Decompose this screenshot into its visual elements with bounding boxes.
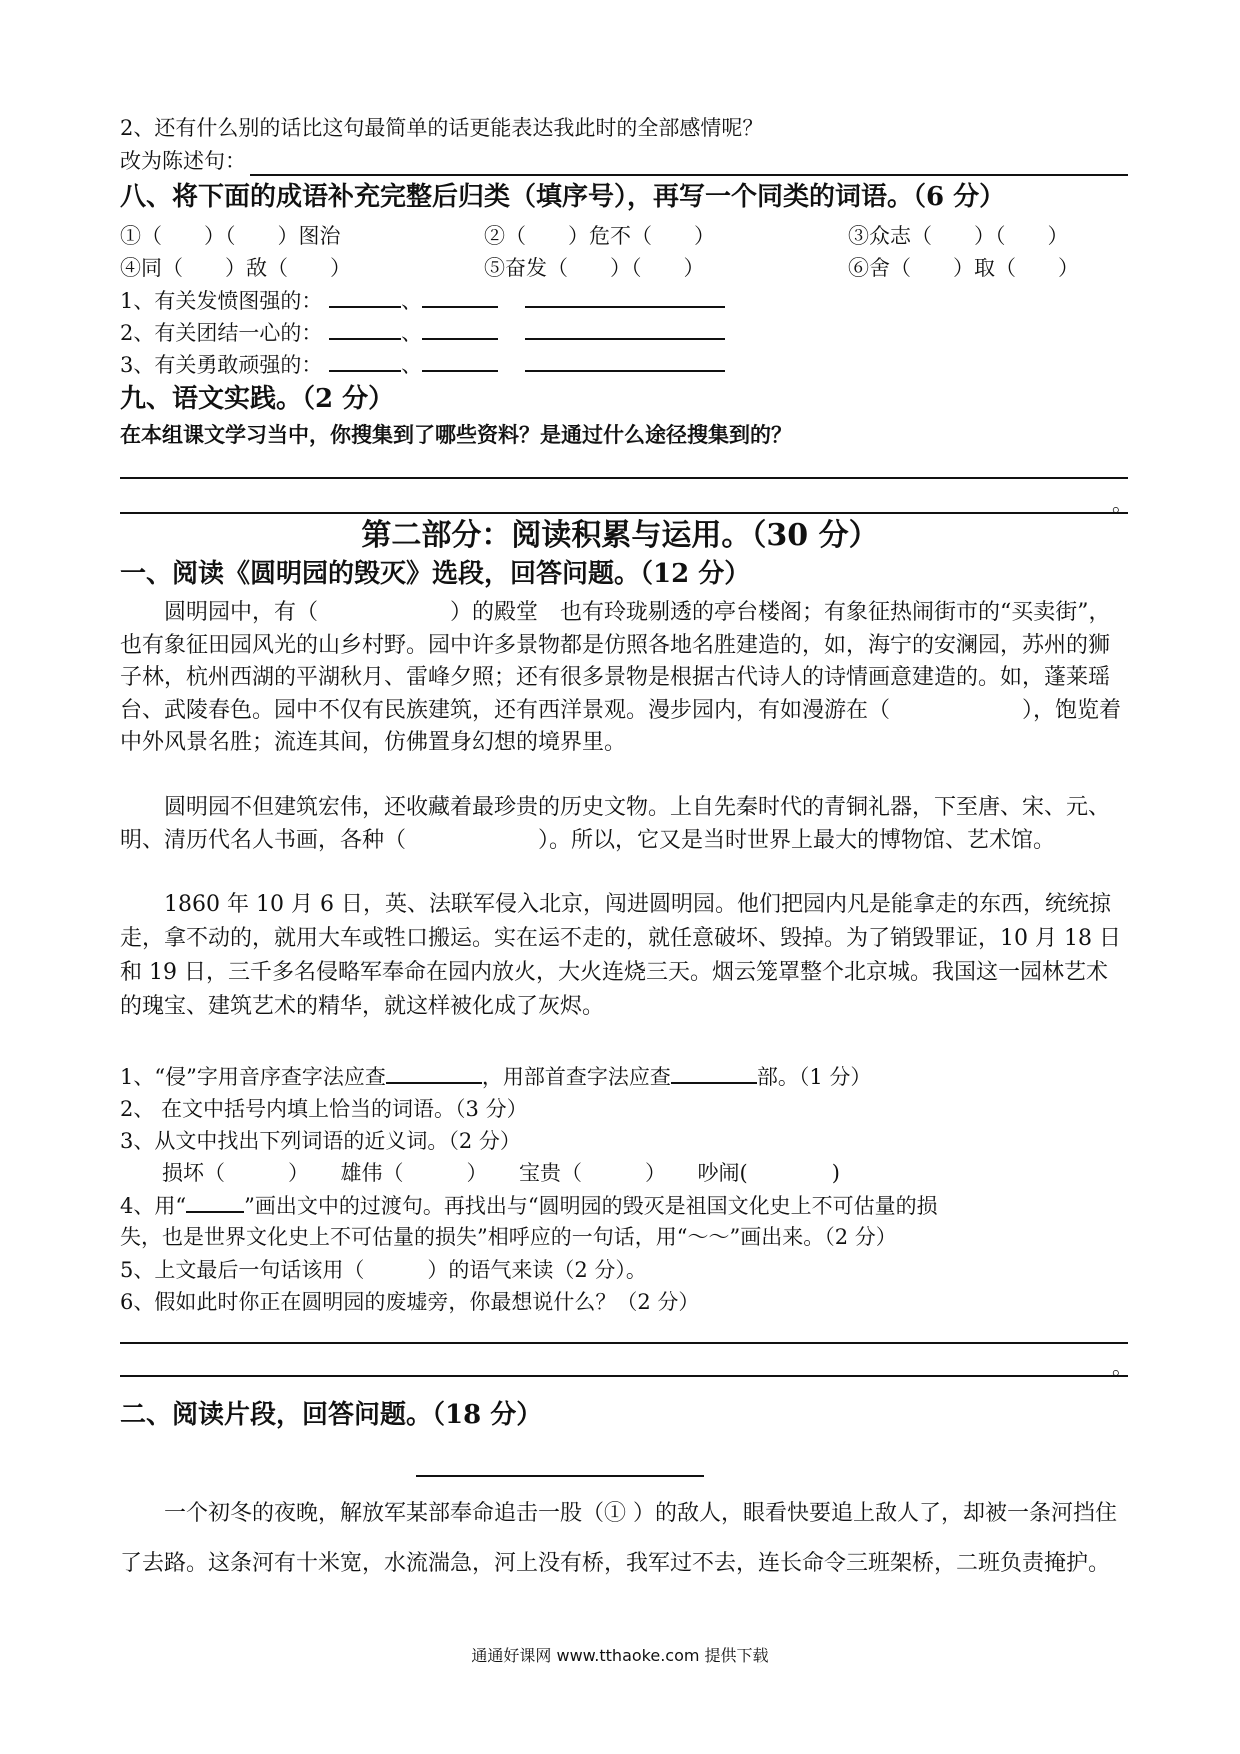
section-9-title: 九、语文实践。（2 分） (120, 384, 395, 414)
answer-blank[interactable] (525, 320, 725, 340)
question-4-line-2: 失，也是世界文化史上不可估量的损失”相呼应的一句话，用“～～”画出来。（2 分） (120, 1225, 897, 1249)
category-2 (120, 320, 725, 346)
idiom-5: ⑤奋发（ ）（ ） (484, 256, 705, 280)
question-2: 2、 在文中括号内填上恰当的词语。（3 分） (120, 1097, 528, 1121)
answer-blank[interactable] (329, 352, 401, 372)
category-3-label: 3、有关勇敢顽强的： (120, 353, 323, 377)
passage-paragraph-2: 圆明园不但建筑宏伟，还收藏着最珍贵的历史文物。上自先秦时代的青铜礼器，下至唐、宋、元、明、清历代名人书画，各种（ ）。所以，它又是当时世界上最大的博物馆、艺术馆。 (120, 795, 1111, 853)
passage-paragraph-1: 圆明园中，有（ ）的殿堂 也有玲珑剔透的亭台楼阁；有象征热闹街市的“买卖街”，也有象征田园风光的山乡村野。园中许多景物都是仿照各地名胜建造的，如，海宁的安澜园，苏州的狮子林，杭州西湖的平湖秋月、雷峰夕照；还有很多景物是根据古代诗人的诗情画意建造的。如，蓬莱瑶台、武陵春色。园中不仅有民族建筑，还有西洋景观。漫步园内，有如漫游在（ ），饱览着中外风景名胜；流连其间，仿佛置身幻想的境界里。 (120, 600, 1122, 755)
question-4-part-a: 4、用“ (120, 1194, 187, 1218)
part-2-title: 第二部分：阅读积累与运用。（30 分） (361, 518, 879, 553)
category-2-label: 2、有关团结一心的： (120, 321, 323, 345)
answer-line[interactable] (250, 174, 1128, 176)
question-7-2: 2、还有什么别的话比这句最简单的话更能表达我此时的全部感情呢？ (120, 116, 764, 140)
question-1-part-a: 1、“侵”字用音序查字法应查 (120, 1065, 386, 1089)
idiom-6: ⑥舍（ ）取（ ） (848, 256, 1079, 280)
answer-line[interactable] (120, 1375, 1128, 1377)
passage-paragraph-3: 1860 年 10 月 6 日，英、法联军侵入北京，闯进圆明园。他们把园内凡是能拿走的东西，统统掠走，拿不动的，就用大车或牲口搬运。实在运不走的，就任意破坏、毁掉。为了销毁罪证，10 月 18 日和 19 日，三千多名侵略军奉命在园内放火，大火连烧三天。烟云笼罩整个北京城。我国这一园林艺术的瑰宝、建筑艺术的精华，就这样被化成了灰烬。 (120, 892, 1121, 1019)
footer-credit: 通通好课网 www.tthaoke.com 提供下载 (471, 1646, 769, 1665)
question-7-2-label: 改为陈述句： (120, 149, 246, 173)
question-4-line-1 (120, 1193, 938, 1219)
underline-sample (186, 1193, 244, 1213)
answer-blank[interactable] (422, 352, 498, 372)
idiom-3: ③众志（ ）（ ） (848, 224, 1069, 248)
answer-line[interactable] (120, 1342, 1128, 1344)
answer-blank[interactable] (329, 320, 401, 340)
section-9-question: 在本组课文学习当中，你搜集到了哪些资料？是通过什么途径搜集到的？ (120, 422, 792, 447)
answer-blank[interactable] (671, 1064, 757, 1084)
idiom-2: ②（ ）危不（ ） (484, 224, 715, 248)
category-1-label: 1、有关发愤图强的： (120, 289, 323, 313)
question-4-part-b: ”画出文中的过渡句。再找出与“圆明园的毁灭是祖国文化史上不可估量的损 (244, 1194, 938, 1218)
answer-blank[interactable] (422, 288, 498, 308)
reading-2-title: 二、阅读片段，回答问题。（18 分） (120, 1400, 543, 1430)
separator: 、 (401, 321, 423, 345)
idiom-1: ①（ ）（ ）图治 (120, 224, 341, 248)
answer-line[interactable] (120, 512, 1128, 514)
question-6: 6、假如此时你正在圆明园的废墟旁，你最想说什么？（2 分） (120, 1290, 700, 1314)
answer-blank[interactable] (386, 1064, 482, 1084)
answer-blank[interactable] (525, 288, 725, 308)
question-3-words: 损坏（ ） 雄伟（ ） 宝贵（ ） 吵闹( ) (162, 1161, 840, 1185)
answer-blank[interactable] (329, 288, 401, 308)
question-3: 3、从文中找出下列词语的近义词。（2 分） (120, 1129, 521, 1153)
answer-blank[interactable] (525, 352, 725, 372)
category-3 (120, 352, 725, 378)
end-period: 。 (1112, 1355, 1133, 1379)
separator: 、 (401, 353, 423, 377)
title-blank-line[interactable] (416, 1475, 704, 1477)
question-1-part-c: 部。（1 分） (756, 1065, 872, 1089)
idiom-4: ④同（ ）敌（ ） (120, 256, 351, 280)
passage-2-paragraph-1: 一个初冬的夜晚，解放军某部奉命追击一股（① ）的敌人，眼看快要追上敌人了，却被一条河挡住了去路。这条河有十米宽，水流湍急，河上没有桥，我军过不去，连长命令三班架桥，二班负责掩护。 (120, 1501, 1117, 1576)
separator: 、 (401, 289, 423, 313)
reading-1-title: 一、阅读《圆明园的毁灭》选段，回答问题。（12 分） (120, 559, 751, 589)
question-5: 5、上文最后一句话该用（ ）的语气来读（2 分）。 (120, 1258, 647, 1282)
question-1-part-b: ，用部首查字法应查 (481, 1065, 671, 1089)
question-1 (120, 1064, 871, 1090)
answer-blank[interactable] (422, 320, 498, 340)
category-1 (120, 288, 725, 314)
end-period: 。 (1112, 492, 1133, 516)
answer-line[interactable] (120, 477, 1128, 479)
section-8-title: 八、将下面的成语补充完整后归类（填序号），再写一个同类的词语。（6 分） (120, 182, 1006, 212)
